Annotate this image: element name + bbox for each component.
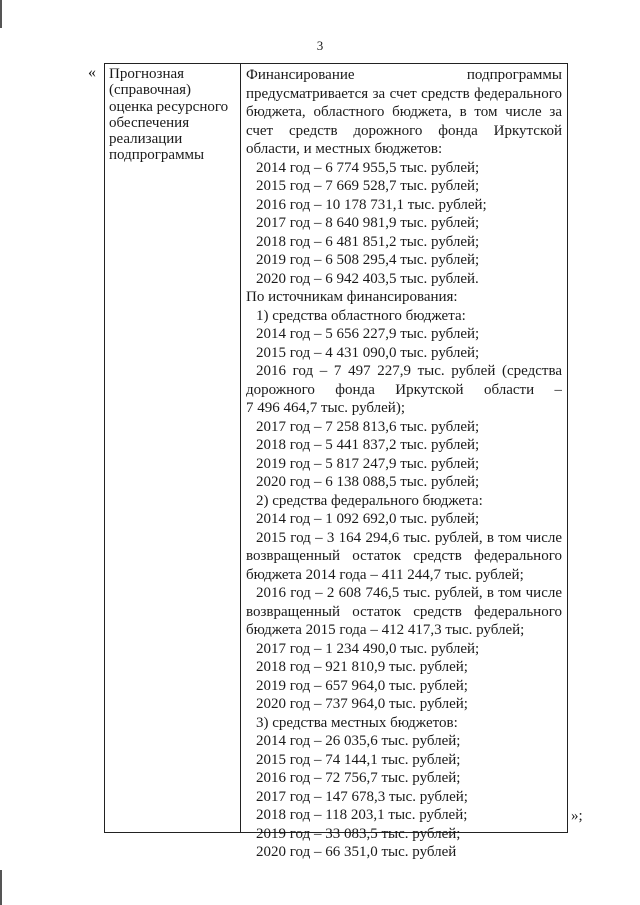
financing-line: 2014 год – 1 092 692,0 тыс. рублей; [256,511,480,527]
page-number: 3 [316,38,324,53]
financing-line: 2018 год – 921 810,9 тыс. рублей; [256,659,468,675]
financing-line: 2018 год – 6 481 851,2 тыс. рублей; [256,233,480,250]
financing-line: 2019 год – 33 083,5 тыс. рублей; [256,825,461,842]
financing-line: 1) средства областного бюджета: [256,307,466,324]
financing-line: 2015 год – 7 669 528,7 тыс. рублей; [256,178,480,194]
financing-line: 2016 год – 72 756,7 тыс. рублей; [256,770,461,786]
column-divider [240,63,241,833]
financing-line: 2017 год – 147 678,3 тыс. рублей; [256,788,468,805]
financing-line: дорожного фонда Иркутской области – [246,381,562,398]
financing-line: 2014 год – 26 035,6 тыс. рублей; [256,733,461,749]
financing-line: 2018 год – 5 441 837,2 тыс. рублей; [256,437,480,453]
financing-line: 2019 год – 6 508 295,4 тыс. рублей; [256,252,480,268]
financing-line: По источникам финансирования: [246,289,458,305]
financing-line: предусматривается за счет средств федерального [246,85,562,102]
financing-line: 2020 год – 6 942 403,5 тыс. рублей. [256,270,479,287]
financing-line: 2) средства федерального бюджета: [256,492,483,509]
financing-line: 2014 год – 5 656 227,9 тыс. рублей; [256,326,480,342]
financing-line: 2019 год – 5 817 247,9 тыс. рублей; [256,455,480,472]
financing-line: 2016 год – 2 608 746,5 тыс. рублей, в том числе [256,585,562,601]
financing-line: Финансирование подпрограммы [246,67,562,83]
financing-line: 2015 год – 3 164 294,6 тыс. рублей, в том числе [256,529,562,546]
financing-line: возвращенный остаток средств федерального [246,603,562,620]
financing-line: 2019 год – 657 964,0 тыс. рублей; [256,677,468,694]
opening-quote: « [88,64,96,81]
financing-line: бюджета, областного бюджета, в том числе за [246,104,562,120]
financing-line: 2015 год – 4 431 090,0 тыс. рублей; [256,344,480,361]
financing-line: возвращенный остаток средств федерального [246,548,562,564]
label-line: обеспечения [109,114,190,131]
scan-edge-mark [0,0,2,28]
financing-line: 2020 год – 6 138 088,5 тыс. рублей; [256,474,480,490]
financing-text-cell [246,66,562,862]
financing-line: области, и местных бюджетов: [246,141,443,157]
financing-line: 2016 год – 7 497 227,9 тыс. рублей (средства [256,363,562,379]
financing-line: 7 496 464,7 тыс. рублей); [246,400,405,416]
financing-line: 3) средства местных бюджетов: [256,714,458,731]
label-line: подпрограммы [109,147,205,164]
financing-line: счет средств дорожного фонда Иркутской [246,122,562,139]
financing-line: 2020 год – 737 964,0 тыс. рублей; [256,696,468,712]
financing-line: 2017 год – 8 640 981,9 тыс. рублей; [256,215,480,231]
financing-line: 2017 год – 7 258 813,6 тыс. рублей; [256,418,480,435]
label-line: реализации [109,131,183,148]
financing-line: 2017 год – 1 234 490,0 тыс. рублей; [256,640,480,657]
scan-edge-mark [0,870,2,905]
financing-line: 2014 год – 6 774 955,5 тыс. рублей; [256,159,480,176]
label-line: Прогнозная [109,66,185,82]
financing-line: 2018 год – 118 203,1 тыс. рублей; [256,807,468,823]
closing-quote: »; [571,808,583,824]
financing-line: 2016 год – 10 178 731,1 тыс. рублей; [256,196,487,213]
financing-line: 2020 год – 66 351,0 тыс. рублей [256,844,457,860]
financing-line: 2015 год – 74 144,1 тыс. рублей; [256,751,461,768]
row-label-cell [109,66,237,164]
financing-line: бюджета 2014 года – 411 244,7 тыс. рублей; [246,566,524,583]
financing-line: бюджета 2015 года – 412 417,3 тыс. рублей; [246,622,525,638]
label-line: (справочная) [109,82,192,99]
label-line: оценка ресурсного [109,98,229,115]
